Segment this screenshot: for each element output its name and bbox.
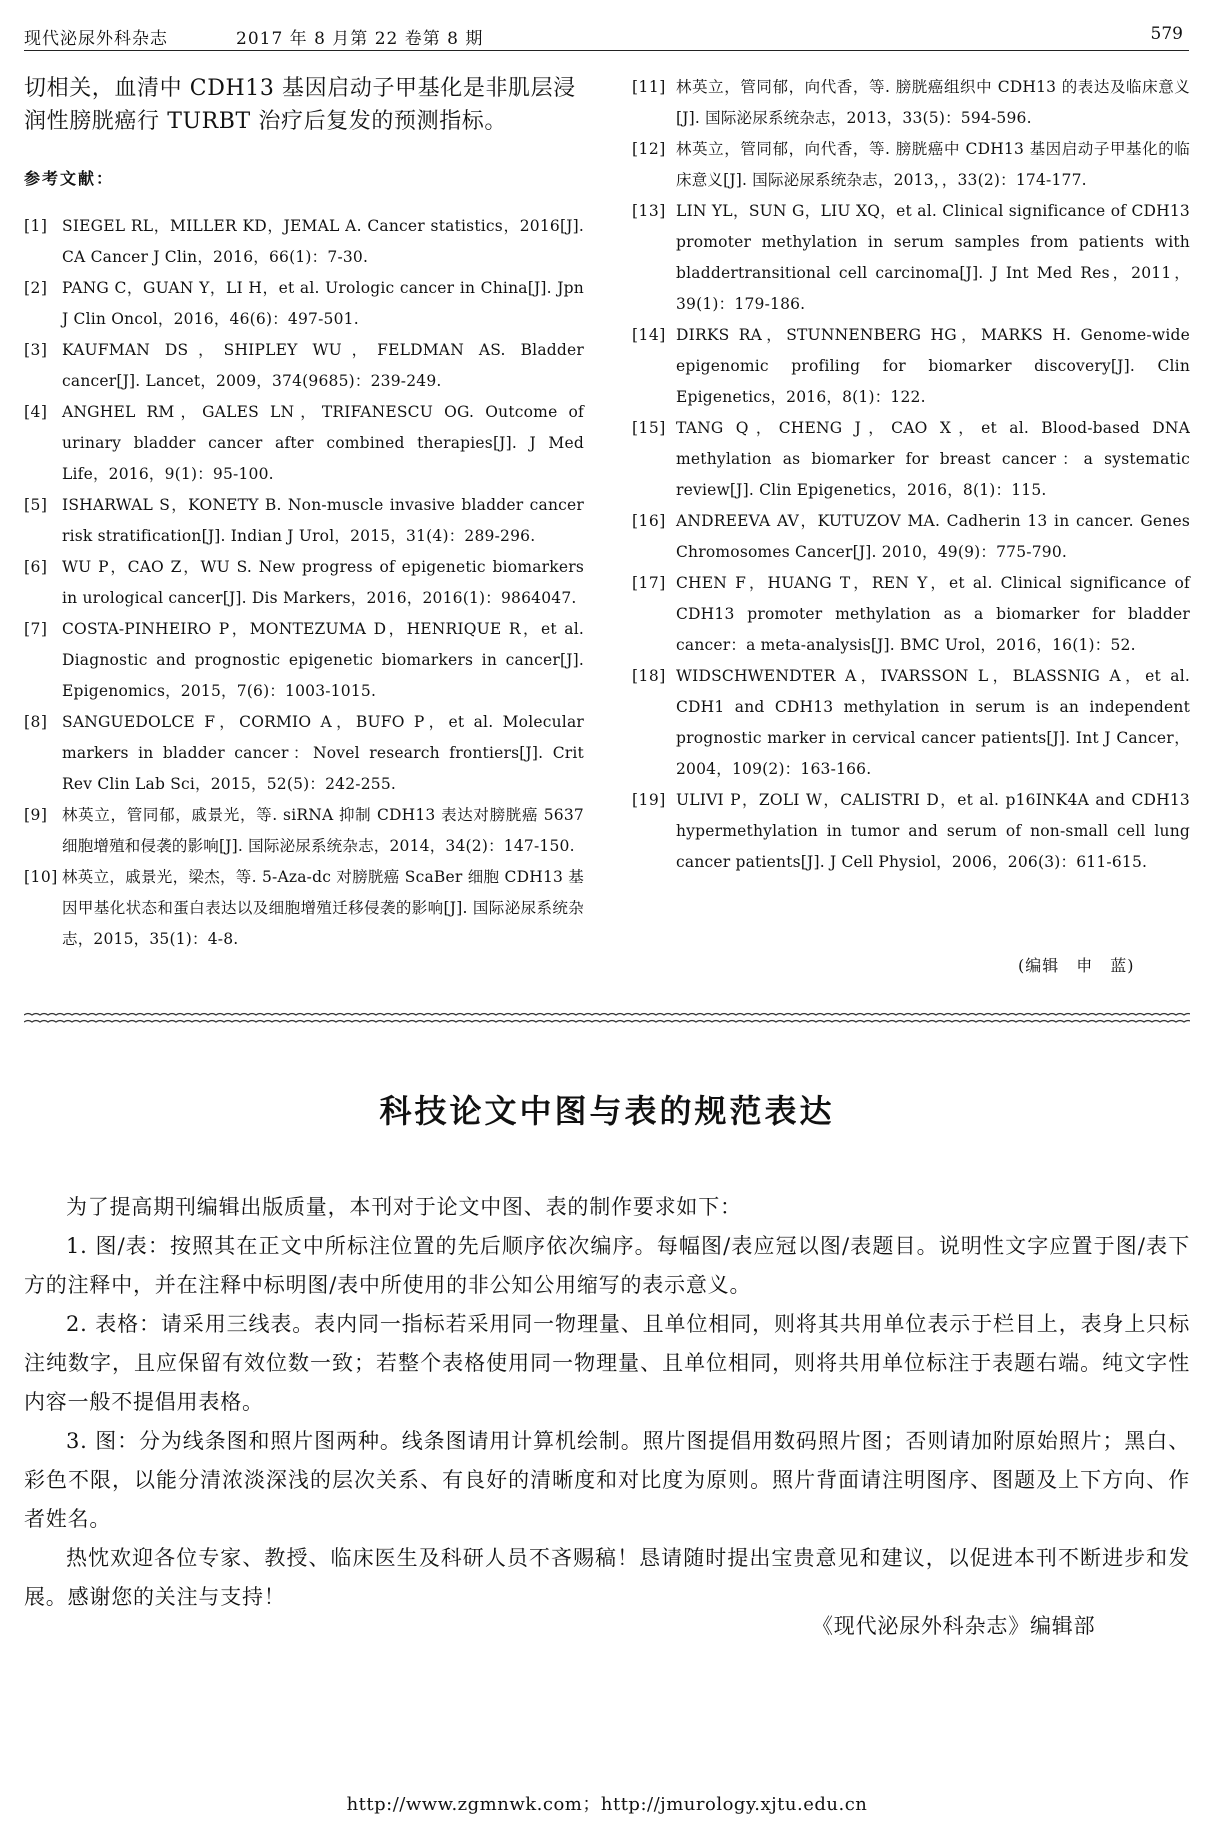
reference-text: ISHARWAL S，KONETY B. Non-muscle invasive bladder cancer risk stratification[J]. Indian J Urol，2015，31(4)：289-296. bbox=[62, 496, 584, 545]
reference-item bbox=[632, 72, 1190, 134]
intro-paragraph: 切相关，血清中 CDH13 基因启动子甲基化是非肌层浸润性膀胱癌行 TURBT 治疗后复发的预测指标。 bbox=[24, 76, 576, 134]
reference-text: WIDSCHWENDTER A，IVARSSON L，BLASSNIG A，et al. CDH1 and CDH13 methylation in serum is an independent prognostic marker in cervical cancer patients[J]. Int J Cancer，2004，109(2)：163-166. bbox=[676, 667, 1190, 778]
notice-paragraph: 为了提高期刊编辑出版质量，本刊对于论文中图、表的制作要求如下： bbox=[66, 1195, 742, 1219]
issue-info: 2017 年 8 月第 22 卷第 8 期 bbox=[236, 29, 484, 49]
reference-item bbox=[24, 273, 584, 335]
reference-item bbox=[24, 614, 584, 707]
reference-item bbox=[632, 785, 1190, 878]
reference-item bbox=[24, 335, 584, 397]
reference-item bbox=[632, 506, 1190, 568]
reference-number: [7] bbox=[24, 620, 48, 638]
notice-paragraph: 3. 图：分为线条图和照片图两种。线条图请用计算机绘制。照片图提倡用数码照片图；否则请加附原始照片；黑白、彩色不限，以能分清浓淡深浅的层次关系、有良好的清晰度和对比度为原则。照片背面请注明图序、图题及上下方向、作者姓名。 bbox=[24, 1429, 1190, 1531]
reference-number: [18] bbox=[632, 667, 666, 685]
reference-item bbox=[24, 490, 584, 552]
reference-text: 林英立，管同郁，向代香，等. 膀胱癌中 CDH13 基因启动子甲基化的临床意义[J]. 国际泌尿系统杂志，2013，，33(2)：174-177. bbox=[676, 140, 1190, 189]
reference-number: [6] bbox=[24, 558, 48, 576]
reference-item bbox=[24, 552, 584, 614]
notice-body bbox=[24, 1188, 1190, 1617]
reference-item bbox=[632, 413, 1190, 506]
reference-text: DIRKS RA，STUNNENBERG HG，MARKS H. Genome-wide epigenomic profiling for biomarker discovery[J]. Clin Epigenetics，2016，8(1)：122. bbox=[676, 326, 1190, 406]
reference-number: [17] bbox=[632, 574, 666, 592]
reference-number: [2] bbox=[24, 279, 48, 297]
journal-name: 现代泌尿外科杂志 bbox=[24, 29, 168, 49]
left-column bbox=[24, 72, 584, 955]
reference-text: SANGUEDOLCE F，CORMIO A，BUFO P，et al. Molecular markers in bladder cancer：Novel research frontiers[J]. Crit Rev Clin Lab Sci，2015，52(5)：242-255. bbox=[62, 713, 584, 793]
reference-text: COSTA-PINHEIRO P，MONTEZUMA D，HENRIQUE R，et al. Diagnostic and prognostic epigenetic biomarkers in cancer[J]. Epigenomics，2015，7(6)：1003-1015. bbox=[62, 620, 584, 700]
reference-item bbox=[632, 320, 1190, 413]
page-number: 579 bbox=[1150, 24, 1183, 44]
notice-paragraph: 1. 图/表：按照其在正文中所标注位置的先后顺序依次编序。每幅图/表应冠以图/表题目。说明性文字应置于图/表下方的注释中，并在注释中标明图/表中所使用的非公知公用缩写的表示意义。 bbox=[24, 1234, 1190, 1297]
reference-number: [16] bbox=[632, 512, 666, 530]
reference-number: [3] bbox=[24, 341, 48, 359]
notice-signature: 《现代泌尿外科杂志》编辑部 bbox=[812, 1614, 1096, 1638]
reference-number: [9] bbox=[24, 806, 48, 824]
reference-number: [11] bbox=[632, 78, 666, 96]
reference-number: [8] bbox=[24, 713, 48, 731]
reference-text: CHEN F，HUANG T，REN Y，et al. Clinical significance of CDH13 promoter methylation as a biomarker for bladder cancer：a meta-analysis[J]. BMC Urol，2016，16(1)：52. bbox=[676, 574, 1190, 654]
reference-text: KAUFMAN DS，SHIPLEY WU，FELDMAN AS. Bladder cancer[J]. Lancet，2009，374(9685)：239-249. bbox=[62, 341, 584, 390]
reference-text: WU P，CAO Z，WU S. New progress of epigenetic biomarkers in urological cancer[J]. Dis Markers，2016，2016(1)：9864047. bbox=[62, 558, 584, 607]
notice-title: 科技论文中图与表的规范表达 bbox=[379, 1092, 835, 1130]
reference-number: [14] bbox=[632, 326, 666, 344]
reference-item bbox=[632, 661, 1190, 785]
notice-paragraph: 2. 表格：请采用三线表。表内同一指标若采用同一物理量、且单位相同，则将其共用单位表示于栏目上，表身上只标注纯数字，且应保留有效位数一致；若整个表格使用同一物理量、且单位相同，则将共用单位标注于表题右端。纯文字性内容一般不提倡用表格。 bbox=[24, 1312, 1190, 1414]
footer-urls: http://www.zgmnwk.com；http://jmurology.xjtu.edu.cn bbox=[346, 1794, 868, 1815]
notice-paragraph: 热忱欢迎各位专家、教授、临床医生及科研人员不吝赐稿！恳请随时提出宝贵意见和建议，以促进本刊不断进步和发展。感谢您的关注与支持！ bbox=[24, 1546, 1190, 1609]
reference-text: 林英立，管同郁，戚景光，等. siRNA 抑制 CDH13 表达对膀胱癌 5637 细胞增殖和侵袭的影响[J]. 国际泌尿系统杂志，2014，34(2)：147-150. bbox=[62, 806, 584, 855]
editor-credit: (编辑 申 蓝) bbox=[1018, 956, 1135, 975]
reference-number: [15] bbox=[632, 419, 666, 437]
reference-text: ANDREEVA AV，KUTUZOV MA. Cadherin 13 in cancer. Genes Chromosomes Cancer[J]. 2010，49(9)：775-790. bbox=[676, 512, 1190, 561]
reference-item bbox=[632, 196, 1190, 320]
reference-number: [5] bbox=[24, 496, 48, 514]
reference-item bbox=[24, 707, 584, 800]
reference-text: 林英立，戚景光，梁杰，等. 5-Aza-dc 对膀胱癌 ScaBer 细胞 CDH13 基因甲基化状态和蛋白表达以及细胞增殖迁移侵袭的影响[J]. 国际泌尿系统杂志，2015，35(1)：4-8. bbox=[62, 868, 584, 948]
reference-list-left bbox=[24, 211, 584, 955]
reference-list-right bbox=[632, 72, 1190, 878]
reference-text: 林英立，管同郁，向代香，等. 膀胱癌组织中 CDH13 的表达及临床意义[J]. 国际泌尿系统杂志，2013，33(5)：594-596. bbox=[676, 78, 1190, 127]
right-column bbox=[632, 72, 1190, 878]
reference-number: [1] bbox=[24, 217, 48, 235]
wavy-divider bbox=[24, 1010, 1190, 1028]
reference-item bbox=[24, 800, 584, 862]
references-heading: 参考文献： bbox=[24, 169, 115, 188]
reference-number: [19] bbox=[632, 791, 666, 809]
reference-number: [4] bbox=[24, 403, 48, 421]
reference-text: TANG Q，CHENG J，CAO X，et al. Blood-based DNA methylation as biomarker for breast cancer：a systematic review[J]. Clin Epigenetics，2016，8(1)：115. bbox=[676, 419, 1190, 499]
running-header bbox=[24, 20, 1189, 51]
reference-item bbox=[632, 134, 1190, 196]
reference-text: LIN YL，SUN G，LIU XQ，et al. Clinical significance of CDH13 promoter methylation in serum samples from patients with bladdertransitional cell carcinoma[J]. J Int Med Res，2011，39(1)：179-186. bbox=[676, 202, 1190, 313]
reference-item bbox=[632, 568, 1190, 661]
reference-text: ANGHEL RM，GALES LN，TRIFANESCU OG. Outcome of urinary bladder cancer after combined therapies[J]. J Med Life，2016，9(1)：95-100. bbox=[62, 403, 584, 483]
reference-number: [10] bbox=[24, 868, 58, 886]
reference-number: [13] bbox=[632, 202, 666, 220]
reference-text: PANG C，GUAN Y，LI H，et al. Urologic cancer in China[J]. Jpn J Clin Oncol，2016，46(6)：497-501. bbox=[62, 279, 584, 328]
reference-item bbox=[24, 862, 584, 955]
reference-number: [12] bbox=[632, 140, 666, 158]
reference-item bbox=[24, 211, 584, 273]
reference-text: SIEGEL RL，MILLER KD，JEMAL A. Cancer statistics，2016[J]. CA Cancer J Clin，2016，66(1)：7-30. bbox=[62, 217, 584, 266]
reference-text: ULIVI P，ZOLI W，CALISTRI D，et al. p16INK4A and CDH13 hypermethylation in tumor and serum of non-small cell lung cancer patients[J]. J Cell Physiol，2006，206(3)：611-615. bbox=[676, 791, 1190, 871]
reference-item bbox=[24, 397, 584, 490]
